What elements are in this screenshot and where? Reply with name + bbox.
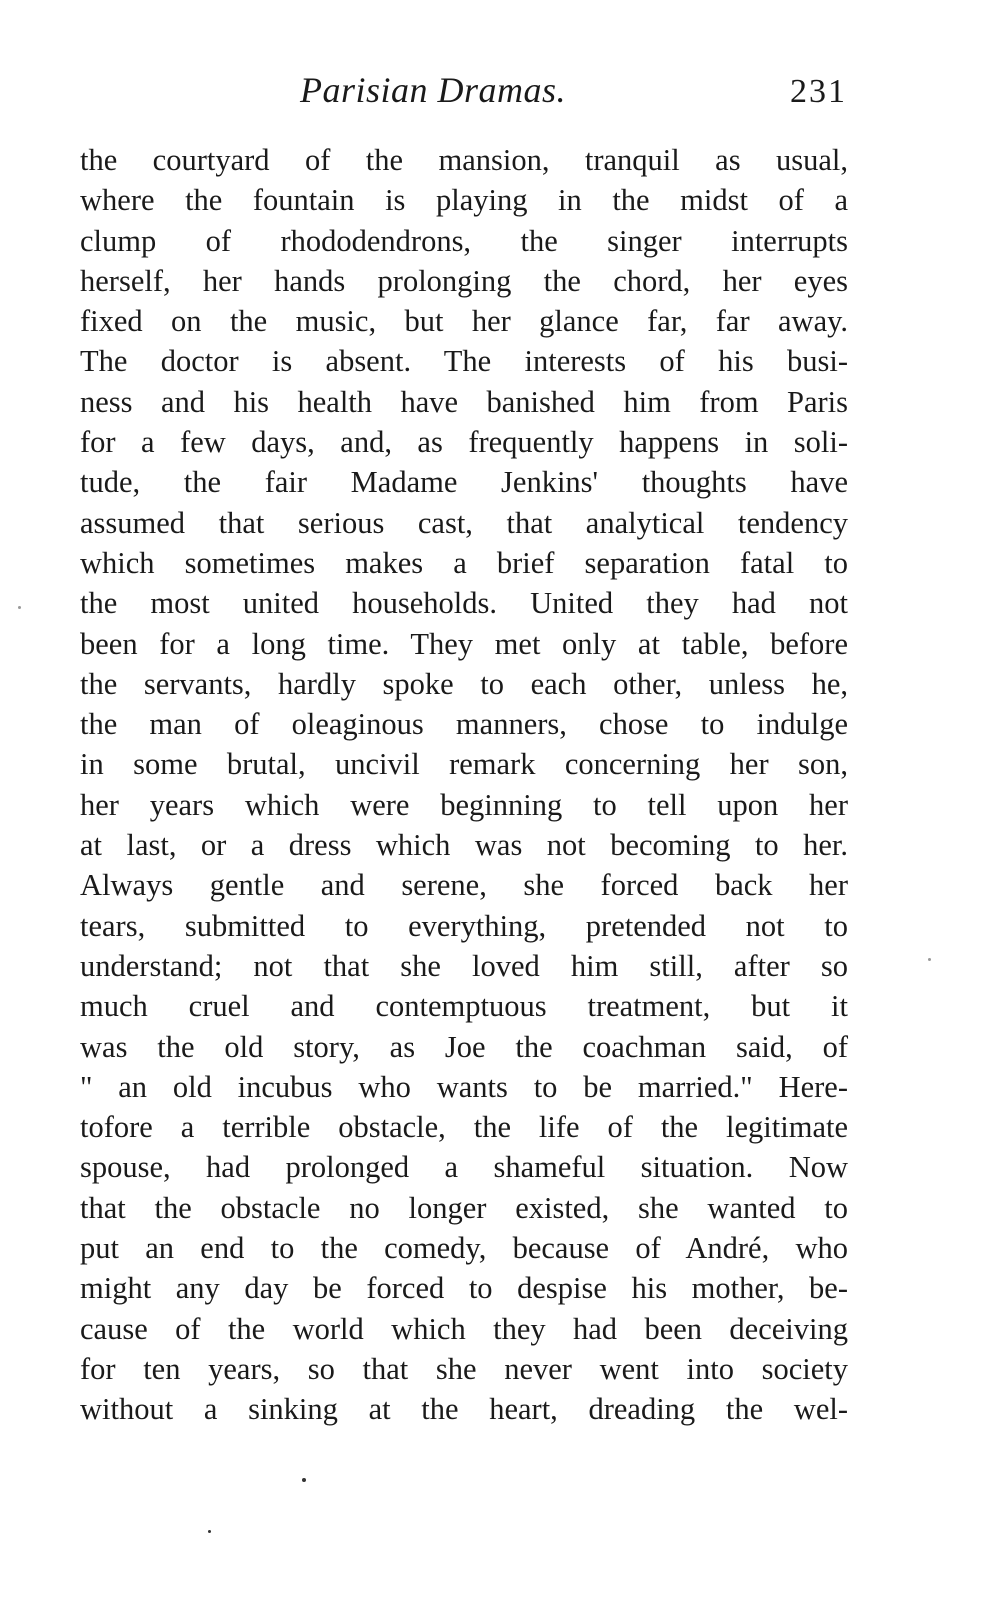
text-line: assumed that serious cast, that analytical tendency xyxy=(80,505,848,540)
text-line: in some brutal, uncivil remark concerning her son, xyxy=(80,747,848,782)
text-line: without a sinking at the heart, dreading the wel- xyxy=(80,1392,848,1427)
text-line: was the old story, as Joe the coachman said, of xyxy=(80,1029,848,1064)
text-line: where the fountain is playing in the midst of a xyxy=(80,183,848,218)
text-line: The doctor is absent. The interests of his busi- xyxy=(80,344,848,379)
text-line: the most united households. United they had not xyxy=(80,586,848,621)
text-line: at last, or a dress which was not becoming to her. xyxy=(80,828,848,863)
text-line: tofore a terrible obstacle, the life of the legitimate xyxy=(80,1110,848,1145)
body-text xyxy=(80,140,848,1430)
text-line: put an end to the comedy, because of André, who xyxy=(80,1231,848,1266)
text-line: her years which were beginning to tell upon her xyxy=(80,787,848,822)
text-line: cause of the world which they had been deceiving xyxy=(80,1311,848,1346)
text-line: been for a long time. They met only at table, before xyxy=(80,626,848,661)
text-line: the man of oleaginous manners, chose to indulge xyxy=(80,707,848,742)
text-line: clump of rhododendrons, the singer interrupts xyxy=(80,223,848,258)
ink-speck xyxy=(302,1478,306,1482)
text-line: spouse, had prolonged a shameful situation. Now xyxy=(80,1150,848,1185)
text-line: herself, her hands prolonging the chord, her eyes xyxy=(80,263,848,298)
text-line: understand; not that she loved him still, after so xyxy=(80,948,848,983)
text-line: the servants, hardly spoke to each other, unless he, xyxy=(80,666,848,701)
text-line: ness and his health have banished him from Paris xyxy=(80,384,848,419)
text-line: might any day be forced to despise his mother, be- xyxy=(80,1271,848,1306)
running-head xyxy=(0,68,1000,118)
text-line: for a few days, and, as frequently happens in soli- xyxy=(80,425,848,460)
text-line: for ten years, so that she never went into society xyxy=(80,1351,848,1386)
text-line: tears, submitted to everything, pretended not to xyxy=(80,908,848,943)
text-line: the courtyard of the mansion, tranquil as usual, xyxy=(80,143,848,177)
text-line: fixed on the music, but her glance far, far away. xyxy=(80,304,848,339)
text-line: tude, the fair Madame Jenkins' thoughts have xyxy=(80,465,848,500)
ink-speck xyxy=(208,1530,211,1533)
text-line: that the obstacle no longer existed, she wanted to xyxy=(80,1190,848,1225)
ink-speck xyxy=(18,606,21,609)
running-title: Parisian Dramas. xyxy=(300,70,567,110)
text-line: Always gentle and serene, she forced back her xyxy=(80,868,848,903)
page-number: 231 xyxy=(790,73,847,110)
text-line: much cruel and contemptuous treatment, but it xyxy=(80,989,848,1024)
text-line: " an old incubus who wants to be married." Here- xyxy=(80,1069,848,1104)
ink-speck xyxy=(928,958,931,961)
text-line: which sometimes makes a brief separation fatal to xyxy=(80,545,848,580)
